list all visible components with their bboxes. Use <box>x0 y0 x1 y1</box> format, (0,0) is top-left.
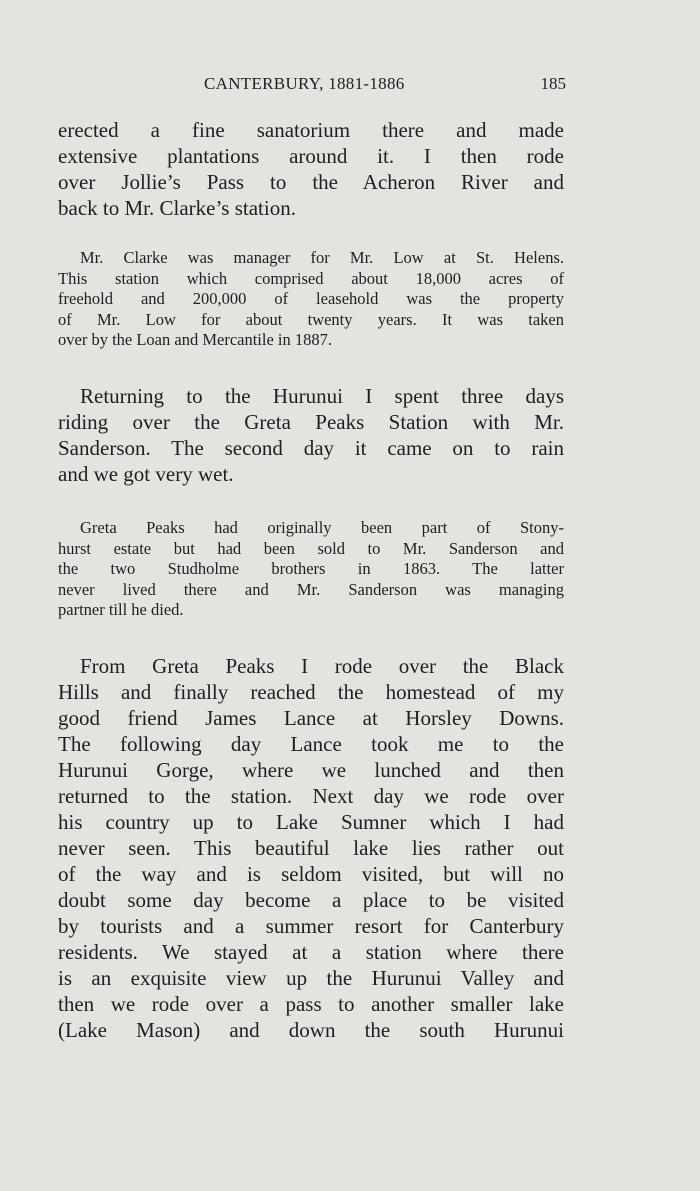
paragraph-line: Hurunui Gorge, where we lunched and then <box>58 758 564 782</box>
paragraph-line: residents. We stayed at a station where there <box>58 940 564 964</box>
paragraph-line: good friend James Lance at Horsley Downs. <box>58 706 564 730</box>
note-2 <box>58 518 564 621</box>
note-line: This station which comprised about 18,000 acres of <box>58 268 564 288</box>
paragraph-line: is an exquisite view up the Hurunui Valley and <box>58 966 564 990</box>
page-number: 185 <box>540 74 566 93</box>
paragraph-line: back to Mr. Clarke’s station. <box>58 196 296 220</box>
paragraph-line: Returning to the Hurunui I spent three days <box>80 384 564 408</box>
paragraph-line: then we rode over a pass to another smaller lake <box>58 992 564 1016</box>
paragraph-line: his country up to Lake Sumner which I had <box>58 810 564 834</box>
running-head <box>58 74 564 98</box>
paragraph-line: over Jollie’s Pass to the Acheron River and <box>58 170 564 194</box>
paragraph-line: by tourists and a summer resort for Canterbury <box>58 914 564 938</box>
running-title: CANTERBURY, 1881-1886 <box>204 74 405 93</box>
paragraph-2 <box>58 383 564 487</box>
note-line: partner till he died. <box>58 600 184 619</box>
paragraph-line: Hills and finally reached the homestead of my <box>58 680 564 704</box>
paragraph-line: (Lake Mason) and down the south Hurunui <box>58 1018 564 1042</box>
paragraph-line: returned to the station. Next day we rode over <box>58 784 564 808</box>
note-line: of Mr. Low for about twenty years. It was taken <box>58 309 564 329</box>
paragraph-line: From Greta Peaks I rode over the Black <box>80 654 564 678</box>
paragraph-1 <box>58 117 564 221</box>
paragraph-line: doubt some day become a place to be visited <box>58 888 564 912</box>
paragraph-line: The following day Lance took me to the <box>58 732 564 756</box>
paragraph-line: erected a fine sanatorium there and made <box>58 118 564 142</box>
paragraph-line: of the way and is seldom visited, but will no <box>58 862 564 886</box>
paragraph-line: extensive plantations around it. I then rode <box>58 144 564 168</box>
paragraph-line: and we got very wet. <box>58 462 234 486</box>
paragraph-3 <box>58 653 564 1043</box>
note-line: Greta Peaks had originally been part of Stony- <box>80 518 564 537</box>
note-line: Mr. Clarke was manager for Mr. Low at St. Helens. <box>80 248 564 267</box>
note-line: freehold and 200,000 of leasehold was the property <box>58 289 564 308</box>
paragraph-line: riding over the Greta Peaks Station with Mr. <box>58 410 564 434</box>
note-line: over by the Loan and Mercantile in 1887. <box>58 330 332 349</box>
note-line: the two Studholme brothers in 1863. The latter <box>58 559 564 578</box>
note-1 <box>58 248 564 351</box>
paragraph-line: never seen. This beautiful lake lies rather out <box>58 836 564 860</box>
note-line: never lived there and Mr. Sanderson was managing <box>58 579 564 599</box>
paragraph-line: Sanderson. The second day it came on to rain <box>58 436 564 460</box>
note-line: hurst estate but had been sold to Mr. Sanderson and <box>58 538 564 558</box>
